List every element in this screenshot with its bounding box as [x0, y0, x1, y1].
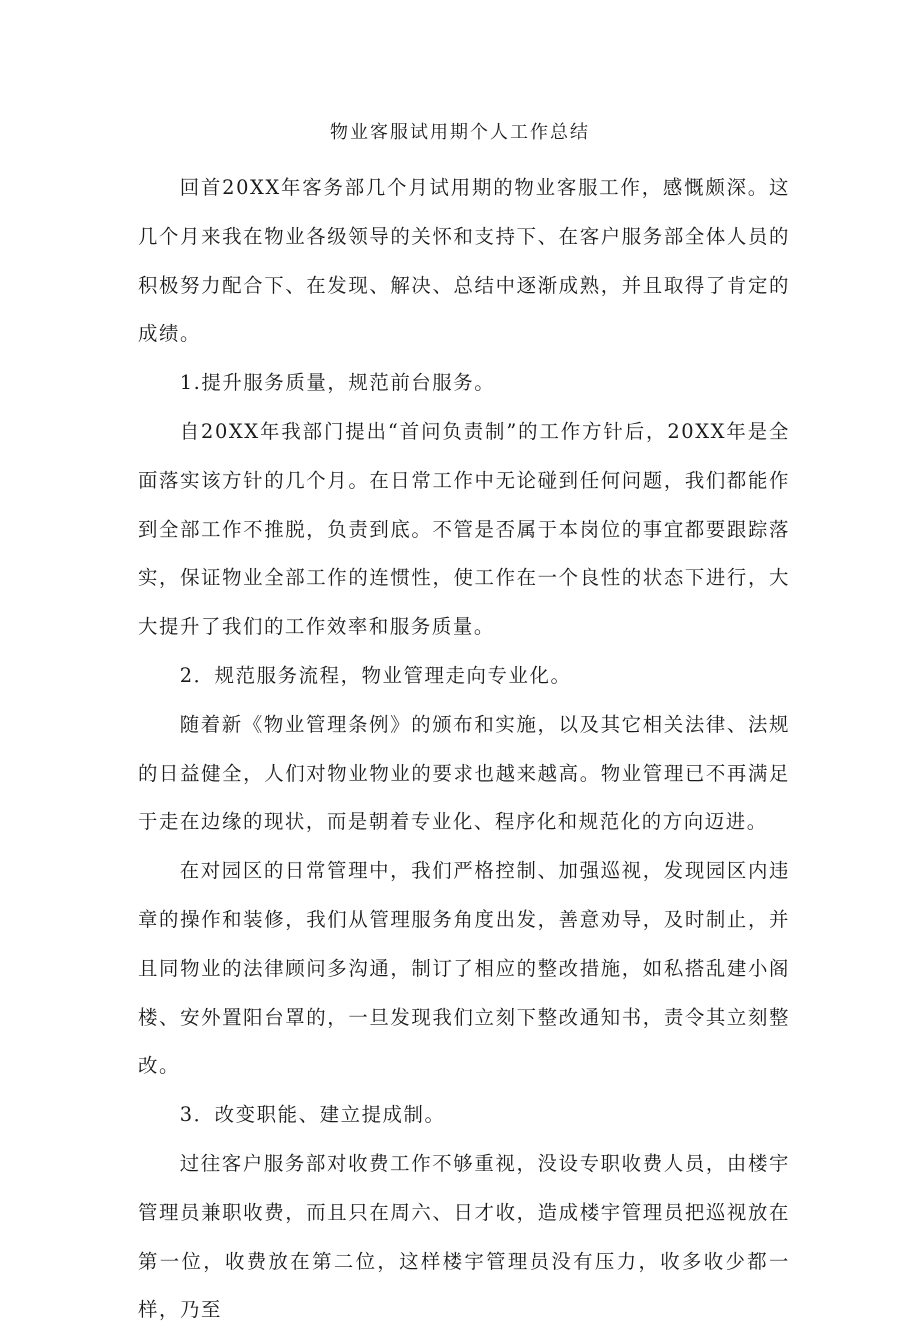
section-heading-1: 1.提升服务质量，规范前台服务。: [179, 371, 496, 395]
section-heading-2: 2．规范服务流程，物业管理走向专业化。: [179, 663, 572, 687]
paragraph-section-1: 自20XX年我部门提出“首问负责制”的工作方针后，20XX年是全面落实该方针的几个月。在日常工作中无论碰到任何问题，我们都能作到全部工作不推脱，负责到底。不管是否属于本岗位的事宜都要跟踪落实，保证物业全部工作的连惯性，使工作在一个良性的状态下进行，大大提升了我们的工作效率和服务质量。: [138, 419, 790, 639]
document-body: [138, 164, 790, 1335]
paragraph-intro: 回首20XX年客务部几个月试用期的物业客服工作，感慨颇深。这几个月来我在物业各级领导的关怀和支持下、在客户服务部全体人员的积极努力配合下、在发现、解决、总结中逐渐成熟，并且取得了肯定的成绩。: [138, 176, 790, 346]
section-heading-3: 3．改变职能、建立提成制。: [179, 1103, 446, 1127]
document-title: 物业客服试用期个人工作总结: [330, 122, 590, 143]
paragraph-section-2b: 在对园区的日常管理中，我们严格控制、加强巡视，发现园区内违章的操作和装修，我们从管理服务角度出发，善意劝导，及时制止，并且同物业的法律顾问多沟通，制订了相应的整改措施，如私搭乱建小阁楼、安外置阳台罩的，一旦发现我们立刻下整改通知书，责令其立刻整改。: [138, 859, 790, 1078]
paragraph-section-2a: 随着新《物业管理条例》的颁布和实施，以及其它相关法律、法规的日益健全，人们对物业物业的要求也越来越高。物业管理已不再满足于走在边缘的现状，而是朝着专业化、程序化和规范化的方向迈进。: [138, 712, 790, 834]
paragraph-section-3: 过往客户服务部对收费工作不够重视，没设专职收费人员，由楼宇管理员兼职收费，而且只在周六、日才收，造成楼宇管理员把巡视放在第一位，收费放在第二位，这样楼宇管理员没有压力，收多收少都一样，乃至: [138, 1151, 790, 1322]
